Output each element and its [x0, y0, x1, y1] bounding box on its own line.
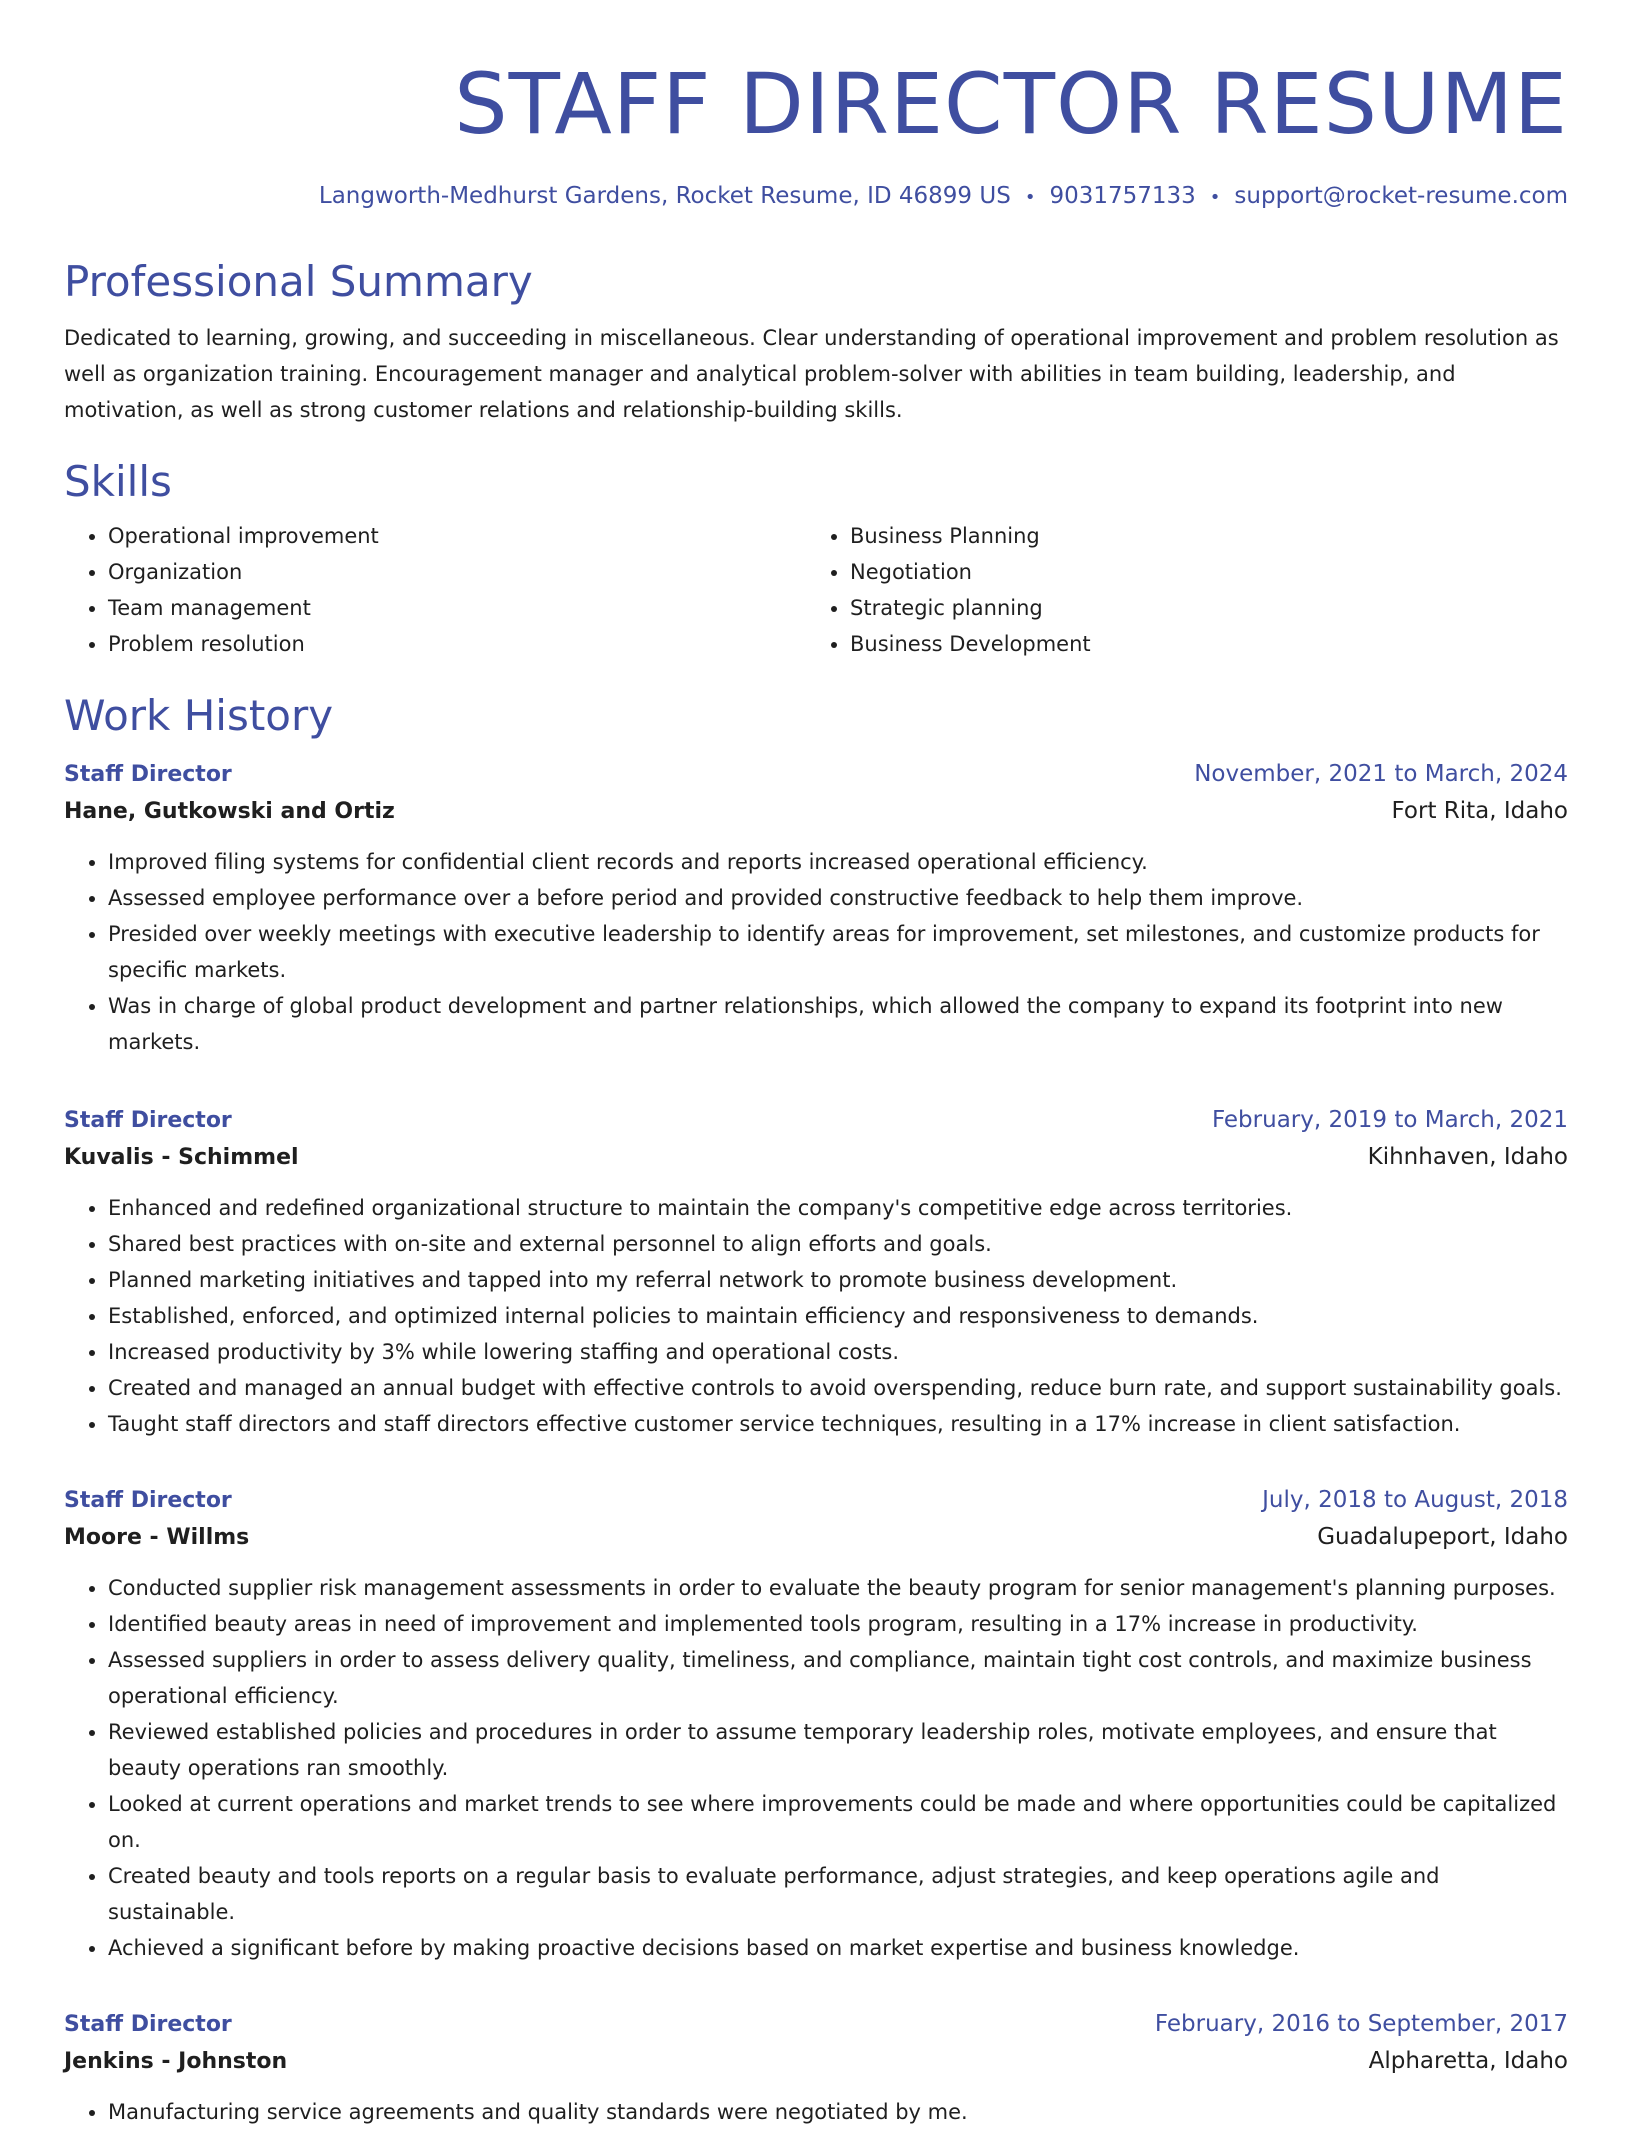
job-bullet: • Taught staff directors and staff directors effective customer service techniques, resulting in a 17% increase in client satisfaction.	[108, 1406, 1568, 1442]
job-bullet: • Established, enforced, and optimized internal policies to maintain efficiency and responsiveness to demands.	[108, 1298, 1568, 1334]
job-bullet: • Looked at current operations and market trends to see where improvements could be made and where opportunities could be capitalized on.	[108, 1786, 1568, 1858]
job-bullet: • Assessed suppliers in order to assess delivery quality, timeliness, and compliance, maintain tight cost controls, and maximize business operational efficiency.	[108, 1642, 1568, 1714]
job-subheader	[64, 2043, 1568, 2080]
job-dates: November, 2021 to March, 2024	[1194, 761, 1568, 787]
job-bullet: • Created and managed an annual budget with effective controls to avoid overspending, reduce burn rate, and support sustainability goals.	[108, 1370, 1568, 1406]
job-subheader	[64, 793, 1568, 830]
job-subheader	[64, 1139, 1568, 1176]
job-header	[64, 2006, 1568, 2043]
contact-line	[64, 180, 1568, 214]
job-company: Hane, Gutkowski and Ortiz	[64, 799, 395, 824]
skill-item: • Organization	[108, 554, 806, 590]
job-entry	[64, 1482, 1568, 1966]
job-bullet: • Manufacturing service agreements and quality standards were negotiated by me.	[108, 2094, 1568, 2130]
job-dates: February, 2016 to September, 2017	[1154, 2011, 1568, 2037]
job-location: Guadalupeport, Idaho	[1317, 1524, 1568, 1550]
skill-item: • Team management	[108, 590, 806, 626]
job-subheader	[64, 1519, 1568, 1556]
job-bullets	[64, 844, 1568, 1060]
job-title: Staff Director	[64, 1108, 232, 1133]
job-bullets	[64, 2094, 1568, 2130]
job-header	[64, 1482, 1568, 1519]
job-title: Staff Director	[64, 2012, 232, 2037]
contact-phone: 9031757133	[1049, 183, 1196, 209]
job-bullet: • Reviewed established policies and procedures in order to assume temporary leadership roles, motivate employees, and ensure that beauty operations ran smoothly.	[108, 1714, 1568, 1786]
job-location: Kihnhaven, Idaho	[1367, 1144, 1568, 1170]
job-dates: July, 2018 to August, 2018	[1262, 1487, 1568, 1513]
skills-heading: Skills	[64, 457, 172, 506]
resume-page	[64, 0, 1568, 2130]
job-company: Kuvalis - Schimmel	[64, 1145, 299, 1170]
job-bullet: • Planned marketing initiatives and tapped into my referral network to promote business development.	[108, 1262, 1568, 1298]
job-entry	[64, 2006, 1568, 2130]
job-bullets	[64, 1570, 1568, 1966]
job-bullet: • Improved filing systems for confidential client records and reports increased operational efficiency.	[108, 844, 1568, 880]
skill-item: • Operational improvement	[108, 518, 806, 554]
job-location: Fort Rita, Idaho	[1391, 798, 1568, 824]
job-bullet: • Was in charge of global product development and partner relationships, which allowed the company to expand its footprint into new markets.	[108, 988, 1568, 1060]
job-bullet: • Assessed employee performance over a before period and provided constructive feedback to help them improve.	[108, 880, 1568, 916]
skill-item: • Strategic planning	[850, 590, 1548, 626]
job-bullet: • Presided over weekly meetings with executive leadership to identify areas for improvement, set milestones, and customize products for specific markets.	[108, 916, 1568, 988]
summary-text: Dedicated to learning, growing, and succeeding in miscellaneous. Clear understanding of operational improvement and problem resolution as well as organization training. Encouragement manager and analytical problem-solver with abilities in team building, leadership, and motivation, as well as strong customer relations and relationship-building skills.	[64, 326, 1559, 422]
job-title: Staff Director	[64, 762, 232, 787]
contact-separator: •	[1209, 187, 1221, 208]
job-bullets	[64, 1190, 1568, 1442]
job-entry	[64, 1102, 1568, 1442]
job-header	[64, 756, 1568, 793]
job-company: Moore - Willms	[64, 1525, 250, 1550]
resume-title: STAFF DIRECTOR RESUME	[454, 55, 1568, 153]
job-header	[64, 1102, 1568, 1139]
skill-item: • Business Development	[850, 626, 1548, 662]
skills-list	[64, 518, 1568, 662]
job-entry	[64, 756, 1568, 1060]
skill-item: • Problem resolution	[108, 626, 806, 662]
skill-item: • Negotiation	[850, 554, 1548, 590]
skill-item: • Business Planning	[850, 518, 1548, 554]
job-title: Staff Director	[64, 1488, 232, 1513]
contact-separator: •	[1024, 187, 1036, 208]
job-bullet: • Created beauty and tools reports on a regular basis to evaluate performance, adjust strategies, and keep operations agile and sustainable.	[108, 1858, 1568, 1930]
job-bullet: • Conducted supplier risk management assessments in order to evaluate the beauty program for senior management's planning purposes.	[108, 1570, 1568, 1606]
contact-address: Langworth-Medhurst Gardens, Rocket Resume, ID 46899 US	[318, 183, 1011, 209]
job-bullet: • Achieved a significant before by making proactive decisions based on market expertise and business knowledge.	[108, 1930, 1568, 1966]
contact-email: support@rocket-resume.com	[1234, 183, 1568, 209]
job-bullet: • Enhanced and redefined organizational structure to maintain the company's competitive edge across territories.	[108, 1190, 1568, 1226]
job-bullet: • Increased productivity by 3% while lowering staffing and operational costs.	[108, 1334, 1568, 1370]
job-bullet: • Shared best practices with on-site and external personnel to align efforts and goals.	[108, 1226, 1568, 1262]
skills-column-right	[806, 518, 1548, 662]
job-location: Alpharetta, Idaho	[1368, 2048, 1568, 2074]
work-history-heading: Work History	[64, 691, 334, 740]
job-dates: February, 2019 to March, 2021	[1211, 1107, 1568, 1133]
job-company: Jenkins - Johnston	[64, 2049, 288, 2074]
summary-heading: Professional Summary	[64, 257, 533, 306]
skills-column-left	[64, 518, 806, 662]
job-bullet: • Identified beauty areas in need of improvement and implemented tools program, resulting in a 17% increase in productivity.	[108, 1606, 1568, 1642]
